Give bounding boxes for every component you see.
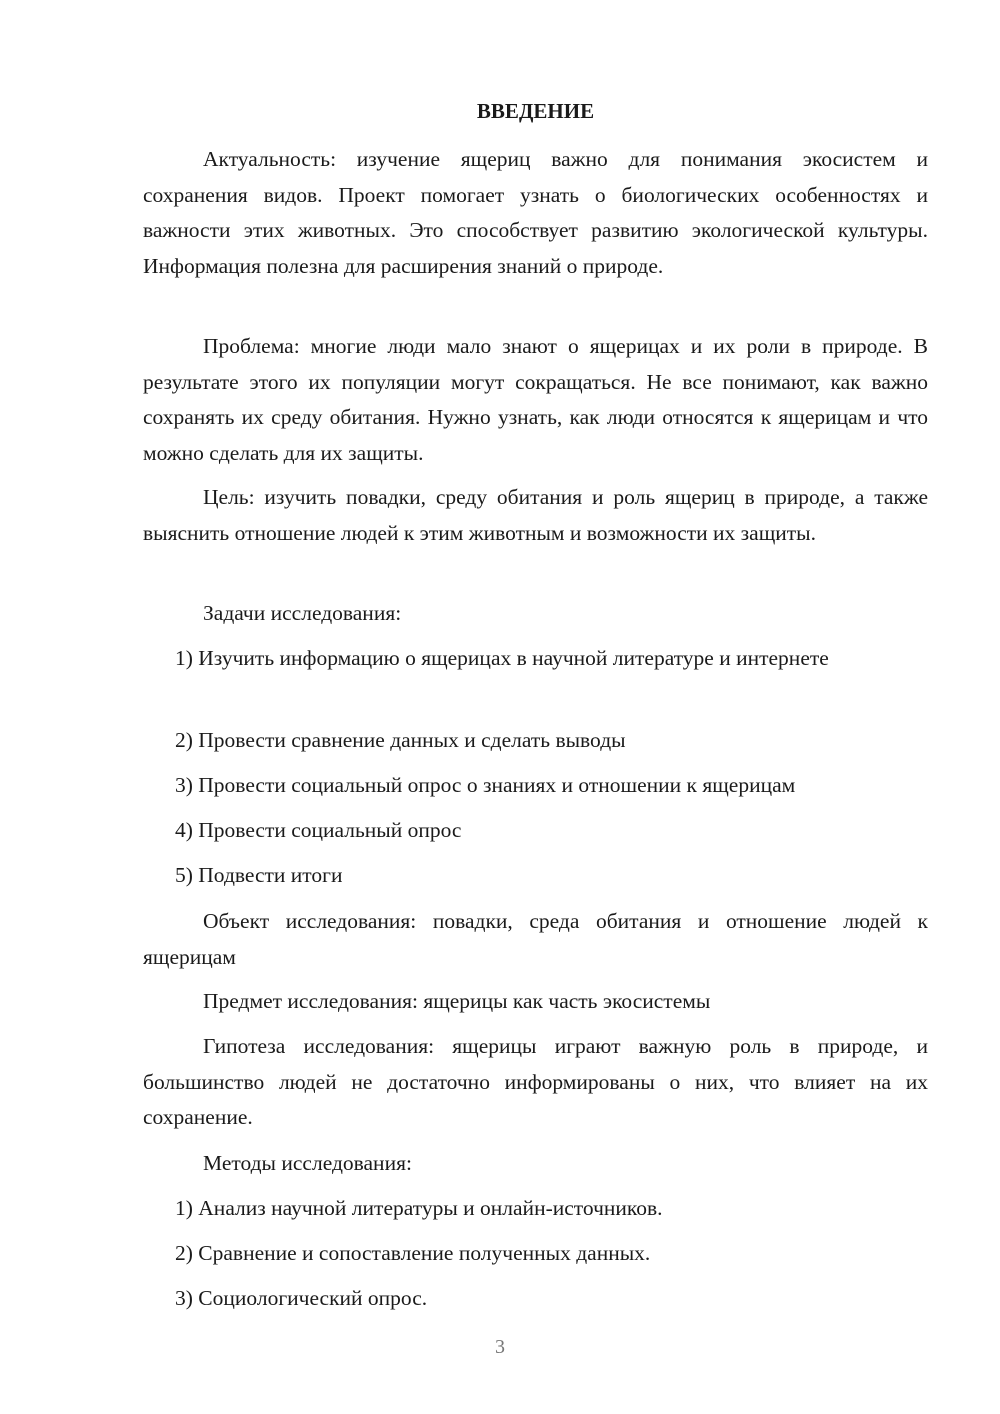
task-item-2: 2) Провести сравнение данных и сделать выводы bbox=[175, 728, 626, 752]
task-item-4: 4) Провести социальный опрос bbox=[175, 818, 462, 842]
task-item-1: 1) Изучить информацию о ящерицах в научной литературе и интернете bbox=[175, 646, 829, 670]
tasks-heading: Задачи исследования: bbox=[203, 601, 402, 625]
method-item-1: 1) Анализ научной литературы и онлайн-источников. bbox=[175, 1196, 663, 1220]
subject-paragraph: Предмет исследования: ящерицы как часть экосистемы bbox=[203, 989, 711, 1013]
problem-paragraph: Проблема: многие люди мало знают о ящерицах и их роли в природе. В результате этого их популяции могут сокращаться. Не все понимают, как важно сохранять их среду обитания. Нужно узнать, как люди относятся к ящерицам и что можно сделать для их защиты. bbox=[143, 334, 928, 465]
method-item-3: 3) Социологический опрос. bbox=[175, 1286, 428, 1310]
hypothesis-paragraph: Гипотеза исследования: ящерицы играют важную роль в природе, и большинство людей не достаточно информированы о них, что влияет на их сохранение. bbox=[143, 1034, 928, 1129]
object-paragraph: Объект исследования: повадки, среда обитания и отношение людей к ящерицам bbox=[143, 909, 928, 969]
section-title: ВВЕДЕНИЕ bbox=[476, 99, 595, 123]
methods-heading: Методы исследования: bbox=[203, 1151, 412, 1175]
goal-paragraph: Цель: изучить повадки, среду обитания и роль ящериц в природе, а также выяснить отношение людей к этим животным и возможности их защиты. bbox=[143, 485, 928, 545]
relevance-paragraph: Актуальность: изучение ящериц важно для понимания экосистем и сохранения видов. Проект помогает узнать о биологических особенностях и важности этих животных. Это способствует развитию экологической культуры. Информация полезна для расширения знаний о природе. bbox=[143, 147, 928, 278]
page-number: 3 bbox=[495, 1336, 505, 1358]
task-item-5: 5) Подвести итоги bbox=[175, 863, 343, 887]
method-item-2: 2) Сравнение и сопоставление полученных данных. bbox=[175, 1241, 651, 1265]
task-item-3: 3) Провести социальный опрос о знаниях и отношении к ящерицам bbox=[175, 773, 796, 797]
